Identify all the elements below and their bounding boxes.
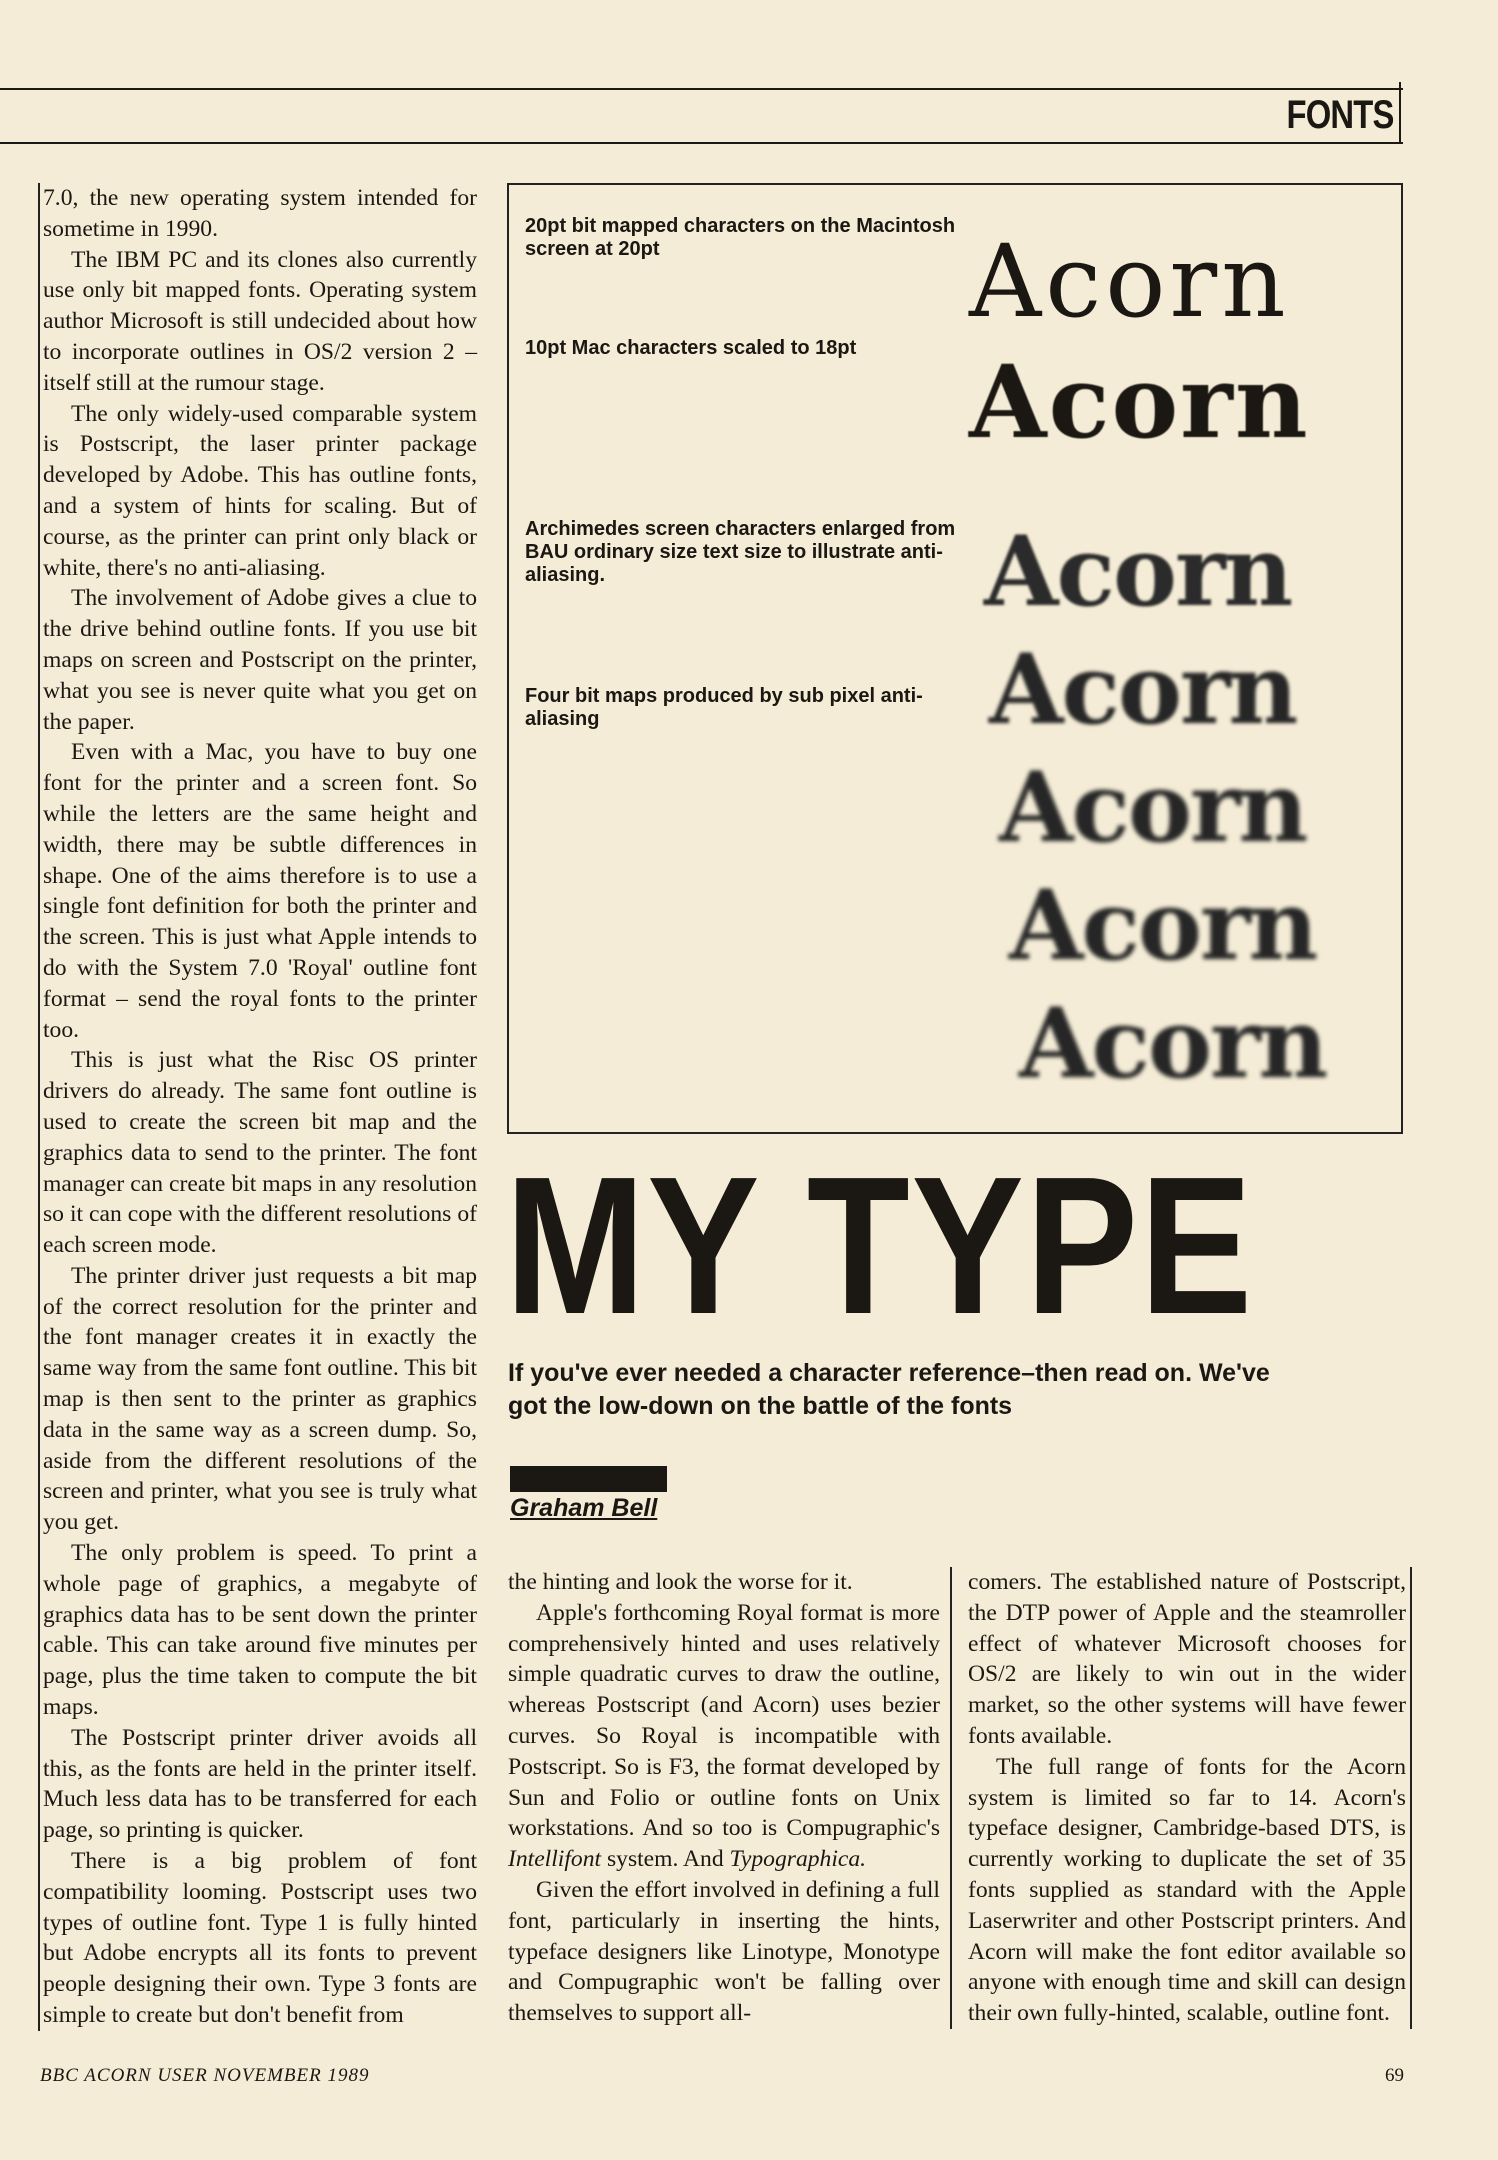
bitmap-sample: Acorn xyxy=(984,515,1292,628)
text-run: system. And xyxy=(601,1846,730,1873)
header-rule xyxy=(0,142,1403,144)
product-name: Intellifont xyxy=(508,1846,602,1873)
top-rule xyxy=(0,88,1403,90)
paragraph: This is just what the Risc OS printer drivers do already. The same font outline is used to create the screen bit map and the graphics data to send to the printer. The font manager can create bit maps in any resolution so it can cope with the different resolutions of each screen mode. xyxy=(43,1047,477,1259)
figure-caption: 10pt Mac characters scaled to 18pt xyxy=(525,337,857,359)
paragraph xyxy=(508,1598,940,1875)
product-name: Typographica. xyxy=(729,1846,867,1873)
paragraph: Even with a Mac, you have to buy one font for the printer and a screen font. So while the letters are the same height and width, there may be subtle differences in shape. One of the aims therefore is to use a single font definition for both the printer and the screen. This is just what Apple intends to do with the System 7.0 'Royal' outline font format – send the royal fonts to the printer too. xyxy=(43,739,477,1043)
section-label: FONTS xyxy=(1286,93,1394,137)
text-run: Apple's forthcoming Royal format is more comprehensively hinted and uses relatively simple quadratic curves to draw the outline, whereas Postscript (and Acorn) uses bezier curves. So Royal is incompatible with Postscript. So is F3, the format developed by Sun and Folio or outline fonts on Unix workstations. And so too is Compugraphic's xyxy=(508,1599,940,1842)
body-column-1 xyxy=(38,183,477,2031)
paragraph: There is a big problem of font compatibility looming. Postscript uses two types of outline font. Type 1 is fully hinted but Adobe encrypts all its fonts to prevent people designing their own. Type 3 fonts are simple to create but don't benefit from xyxy=(43,1848,477,2029)
byline: Graham Bell xyxy=(510,1494,658,1522)
body-column-2 xyxy=(508,1567,952,2029)
bitmap-sample: Acorn xyxy=(1009,869,1317,982)
page-number: 69 xyxy=(1385,2065,1404,2086)
publication-footer: BBC ACORN USER NOVEMBER 1989 xyxy=(40,2065,370,2086)
bitmap-sample: Acorn xyxy=(969,343,1310,461)
figure-caption: Four bit maps produced by sub pixel anti-aliasing xyxy=(525,685,923,730)
font-comparison-figure xyxy=(507,183,1403,1134)
paragraph: The Postscript printer driver avoids all this, as the fonts are held in the printer itself. Much less data has to be transferred for each page, so printing is quicker. xyxy=(43,1724,477,1844)
byline-bar xyxy=(510,1466,667,1492)
paragraph: The only problem is speed. To print a whole page of graphics, a megabyte of graphics data has to be sent down the printer cable. This can take around five minutes per page, plus the time taken to compute the bit maps. xyxy=(43,1540,477,1721)
body-column-3 xyxy=(968,1567,1412,2029)
bitmap-sample: Acorn xyxy=(989,633,1297,746)
standfirst: If you've ever needed a character reference–then read on. We've got the low-down on the battle of the fonts xyxy=(508,1359,1270,1420)
figure-caption: 20pt bit mapped characters on the Macintosh screen at 20pt xyxy=(525,215,956,260)
paragraph: The full range of fonts for the Acorn system is limited so far to 14. Acorn's typeface designer, Cambridge-based DTS, is currently working to duplicate the set of 35 fonts supplied as standard with the Apple Laserwriter and other Postscript printers. And Acorn will make the font editor available so anyone with enough time and skill can design their own fully-hinted, scalable, outline font. xyxy=(968,1753,1406,2027)
paragraph: Given the effort involved in defining a full font, particularly in inserting the hints, typeface designers like Linotype, Monotype and Compugraphic won't be falling over themselves to support all- xyxy=(508,1876,940,2027)
paragraph: The only widely-used comparable system is Postscript, the laser printer package developed by Adobe. This has outline fonts, and a system of hints for scaling. But of course, as the printer can print only black or white, there's no anti-aliasing. xyxy=(43,400,477,581)
paragraph: the hinting and look the worse for it. xyxy=(508,1569,853,1595)
header-divider xyxy=(1399,82,1401,144)
bitmap-sample: Acorn xyxy=(1019,987,1327,1100)
paragraph: The involvement of Adobe gives a clue to the drive behind outline fonts. If you use bit maps on screen and Postscript on the printer, what you see is never quite what you get on the paper. xyxy=(43,585,477,735)
paragraph: The IBM PC and its clones also currently use only bit mapped fonts. Operating system author Microsoft is still undecided about how to incorporate outlines in OS/2 version 2 – itself still at the rumour stage. xyxy=(43,246,477,396)
figure-caption: Archimedes screen characters enlarged from BAU ordinary size text size to illustrate anti-aliasing. xyxy=(525,518,956,586)
bitmap-sample: Acorn xyxy=(969,223,1290,340)
paragraph: The printer driver just requests a bit map of the correct resolution for the printer and the font manager creates it in exactly the same way from the same font outline. This bit map is then sent to the printer as graphics data in the same way as a screen dump. So, aside from the different resolutions of the screen and printer, what you see is truly what you get. xyxy=(43,1262,477,1536)
bitmap-sample: Acorn xyxy=(999,751,1307,864)
paragraph: comers. The established nature of Postscript, the DTP power of Apple and the steamroller effect of whatever Microsoft chooses for OS/2 are likely to win out in the wider market, so the other systems will have fewer fonts available. xyxy=(968,1569,1406,1749)
paragraph: 7.0, the new operating system intended for sometime in 1990. xyxy=(43,185,477,242)
article-headline: MY TYPE xyxy=(505,1136,1254,1355)
